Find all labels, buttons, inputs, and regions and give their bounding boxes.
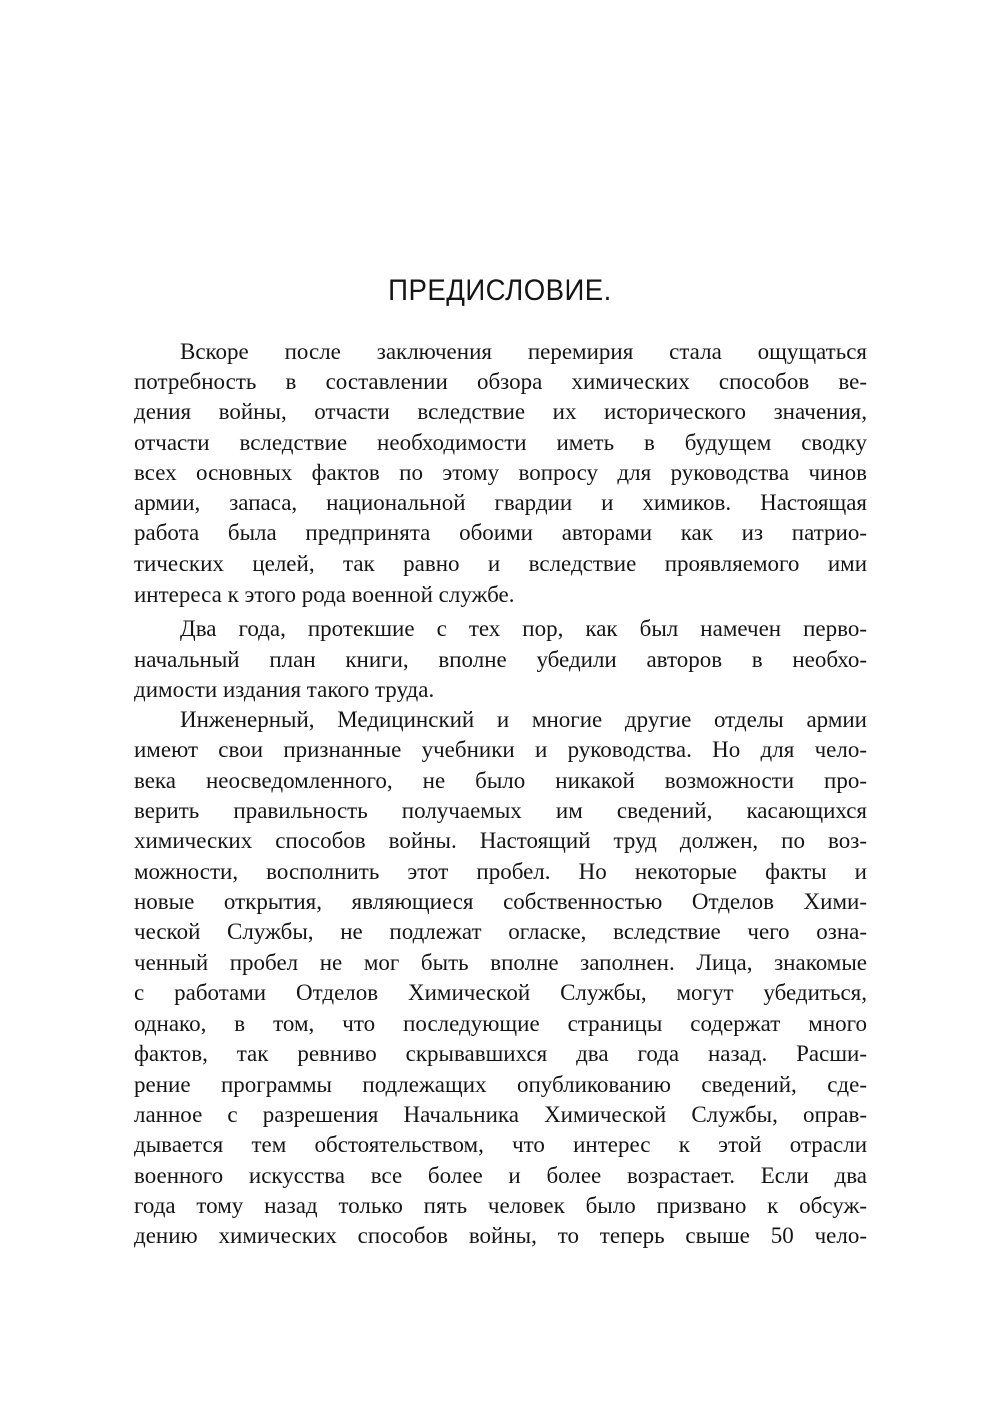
- text-line: ченный пробел не мог быть вполне заполнен. Лица, знакомые: [134, 950, 867, 975]
- text-line: Инженерный, Медицинский и многие другие отделы армии: [180, 707, 867, 732]
- page-title: ПРЕДИСЛОВИЕ.: [388, 274, 612, 307]
- text-line: ческой Службы, не подлежат огласке, вследствие чего озна-: [134, 919, 867, 944]
- text-line: димости издания такого труда.: [134, 677, 435, 702]
- text-line: Два года, протекшие с тех пор, как был намечен перво-: [180, 616, 867, 641]
- text-line: потребность в составлении обзора химических способов ве-: [134, 369, 867, 394]
- text-line: фактов, так ревниво скрывавшихся два года назад. Расши-: [134, 1041, 867, 1066]
- text-line: работа была предпринята обоими авторами как из патрио-: [134, 520, 867, 545]
- text-line: армии, запаса, национальной гвардии и химиков. Настоящая: [134, 490, 867, 515]
- text-line: можности, восполнить этот пробел. Но некоторые факты и: [134, 859, 867, 884]
- text-line: отчасти вследствие необходимости иметь в будущем сводку: [134, 430, 867, 455]
- text-line: дения войны, отчасти вследствие их исторического значения,: [134, 399, 867, 424]
- text-line: новые открытия, являющиеся собственностью Отделов Хими-: [134, 889, 867, 914]
- text-line: века неосведомленного, не было никакой возможности про-: [134, 768, 867, 793]
- text-line: всех основных фактов по этому вопросу для руководства чинов: [134, 460, 867, 485]
- text-line: Вскоре после заключения перемирия стала ощущаться: [180, 339, 867, 364]
- text-line: имеют свои признанные учебники и руководства. Но для чело-: [134, 737, 867, 762]
- text-line: начальный план книги, вполне убедили авторов в необхо-: [134, 647, 867, 672]
- text-line: года тому назад только пять человек было призвано к обсуж-: [134, 1193, 867, 1218]
- text-line: дению химических способов войны, то теперь свыше 50 чело-: [134, 1223, 867, 1248]
- text-line: ланное с разрешения Начальника Химической Службы, оправ-: [134, 1102, 867, 1127]
- text-line: военного искусства все более и более возрастает. Если два: [134, 1163, 867, 1188]
- text-line: тических целей, так равно и вследствие проявляемого ими: [134, 551, 867, 576]
- text-line: с работами Отделов Химической Службы, могут убедиться,: [134, 980, 867, 1005]
- text-line: однако, в том, что последующие страницы содержат много: [134, 1011, 867, 1036]
- text-line: дывается тем обстоятельством, что интерес к этой отрасли: [134, 1132, 867, 1157]
- text-line: верить правильность получаемых им сведений, касающихся: [134, 798, 867, 823]
- text-line: химических способов войны. Настоящий труд должен, по воз-: [134, 828, 867, 853]
- text-line: рение программы подлежащих опубликованию сведений, сде-: [134, 1072, 867, 1097]
- text-line: интереса к этого рода военной службе.: [134, 582, 515, 607]
